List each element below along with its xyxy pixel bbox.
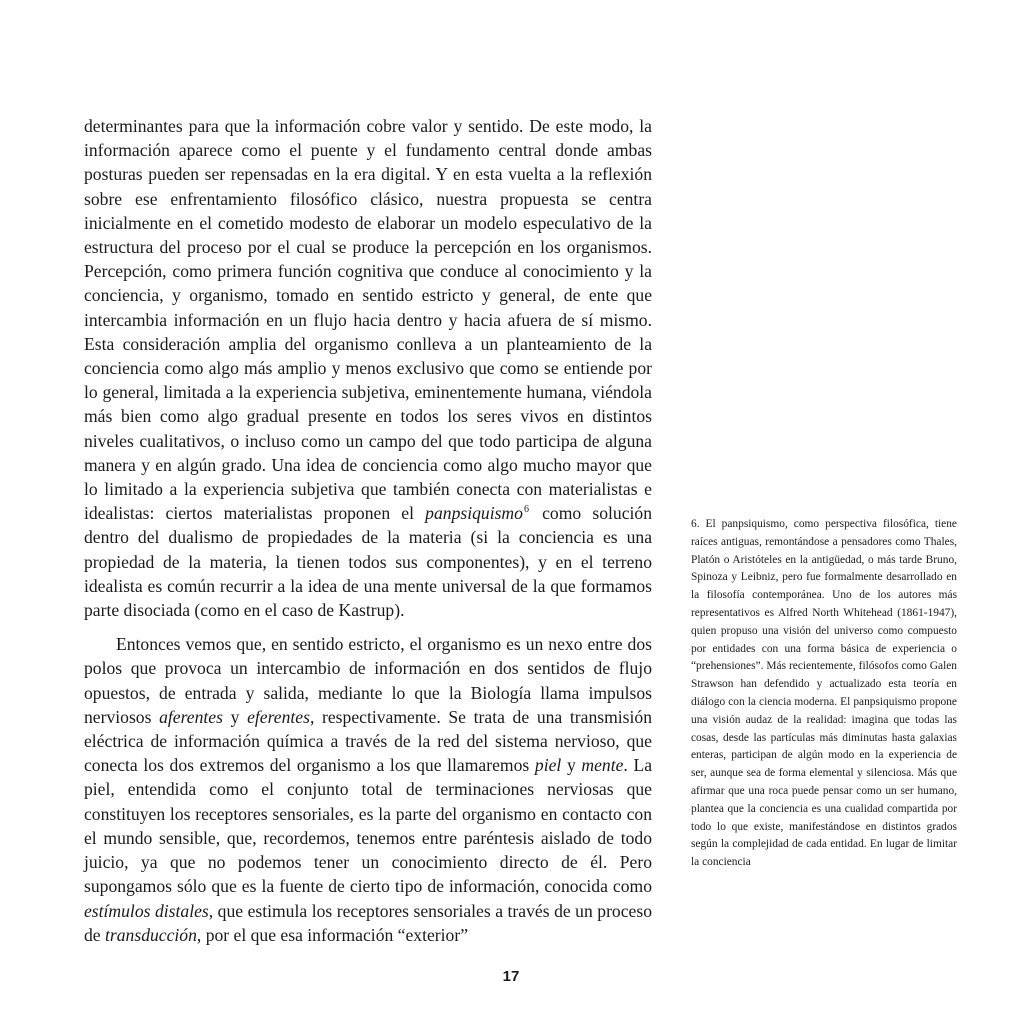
- paragraph-text: como solución dentro del dualismo de propiedades de la materia (si la conciencia es una propiedad de la materia, la tienen todos sus componentes), y en el terreno idealista es común recurrir a la idea de una mente universal de la que formamos parte disociada (como en el caso de Kastrup).: [84, 503, 652, 621]
- paragraph-text: y: [566, 755, 576, 776]
- paragraph-text: , que estimula los receptores sensoriales a través de un proceso de: [84, 900, 652, 945]
- paragraph-text: , respectivamente. Se trata de una transmisión eléctrica de información química a través de la red del sistema nervioso, que conecta los dos extremos del organismo a los que llamaremos: [84, 706, 652, 776]
- paragraph-text: determinantes para que la información cobre valor y sentido. De este modo, la información aparece como el puente y el fundamento central donde ambas posturas pueden ser repensadas en la era digital. Y en esta vuelta a la reflexión sobre ese enfrentamiento filosófico clásico, nuestra propuesta se centra inicialmente en el cometido modesto de elaborar un modelo especulativo de la estructura del proceso por el cual se produce la percepción en los organismos. Percepción, como primera función cognitiva que conduce al conocimiento y la conciencia, y organismo, tomado en sentido estricto y general, de ente que intercambia información en un flujo hacia dentro y hacia afuera de sí mismo. Esta consideración amplia del organismo conlleva a un planteamiento de la conciencia como algo más amplio y menos exclusivo que como se entiende por lo general, limitada a la experiencia subjetiva, eminentemente humana, viéndola más bien como algo gradual presente en todos los seres vivos en distintos niveles cualitativos, o incluso como un campo del que todo participa de alguna manera y en algún grado. Una idea de conciencia como algo mucho mayor que lo limitado a la experiencia subjetiva que también conecta con materialistas e idealistas: ciertos materialistas proponen el: [84, 116, 652, 524]
- paragraph-text: y: [230, 706, 240, 727]
- body-paragraph-1: [84, 114, 652, 622]
- paragraph-text: . La piel, entendida como el conjunto total de terminaciones nerviosas que constituyen los receptores sensoriales, es la parte del organismo en contacto con el mundo sensible, que, recordemos, tenemos entre paréntesis aislado de todo juicio, ya que no podemos tener un conocimiento directo de él. Pero supongamos sólo que es la fuente de cierto tipo de información, conocida como: [84, 755, 653, 897]
- page-number: 17: [502, 968, 520, 985]
- italic-term: aferentes: [159, 706, 223, 727]
- italic-term: estímulos distales: [84, 900, 209, 921]
- italic-term: transducción: [105, 924, 197, 945]
- paragraph-text: Entonces vemos que, en sentido estricto, el organismo es un nexo entre dos polos que provoca un intercambio de información en dos sentidos de flujo opuestos, de entrada y salida, mediante lo que la Biología llama impulsos nerviosos: [84, 634, 652, 727]
- main-text-column: [84, 114, 652, 947]
- paragraph-text: , por el que esa información “exterior”: [196, 924, 469, 945]
- italic-term: mente: [581, 755, 624, 776]
- footnote-reference[interactable]: 6: [523, 504, 529, 516]
- italic-term: eferentes: [247, 706, 310, 727]
- footnote-6: 6. El panpsiquismo, como perspectiva filosófica, tiene raíces antiguas, remontándose a pensadores como Thales, Platón o Aristóteles en la antigüedad, o más tarde Bruno, Spinoza y Leibniz, pero fue formalmente desarrollado en la filosofía contemporánea. Uno de los autores más representativos es Alfred North Whitehead (1861-1947), quien propuso una visión del universo como compuesto por entidades con una forma básica de experiencia o “prehensiones”. Más recientemente, filósofos como Galen Strawson han defendido y actualizado esta teoría en diálogo con la ciencia moderna. El panpsiquismo propone una visión audaz de la realidad: imagina que todas las cosas, desde las partículas más diminutas hasta galaxias enteras, participan de algún modo en la experiencia de ser, aunque sea de forma elemental y silenciosa. Más que afirmar que una roca puede pensar como un ser humano, plantea que la conciencia es una cualidad compartida por todo lo que existe, manifestándose en distintos grados según la complejidad de cada entidad. En lugar de limitar la conciencia: [691, 518, 957, 869]
- italic-term: panpsiquismo: [425, 503, 523, 524]
- italic-term: piel: [534, 755, 562, 776]
- body-paragraph-2: [84, 632, 652, 947]
- footnote-column: [691, 516, 957, 872]
